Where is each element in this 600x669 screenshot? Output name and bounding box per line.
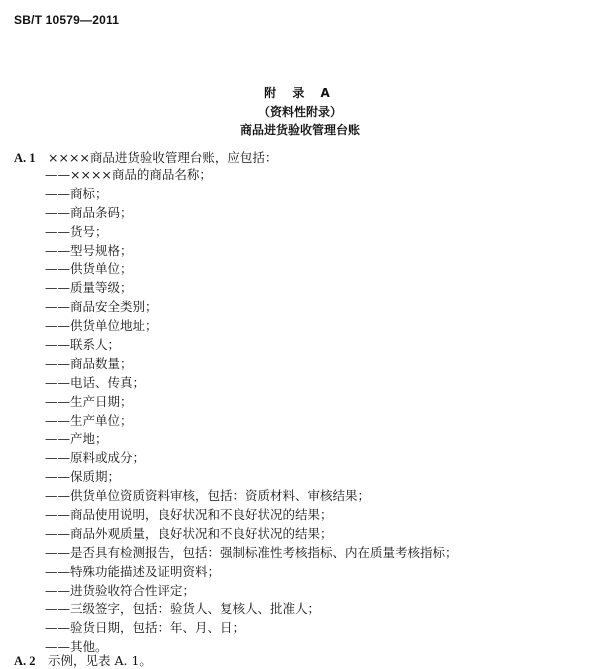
list-item: ——原料或成分；: [45, 450, 146, 466]
list-item: ——验货日期，包括：年、月、日；: [45, 620, 246, 636]
list-item: ——产地；: [45, 431, 108, 447]
clause-a1-number: A. 1: [14, 151, 36, 165]
clause-a2-number: A. 2: [14, 654, 36, 668]
list-item: ——保质期；: [45, 469, 121, 485]
list-item: ——是否具有检测报告，包括：强制标准性考核指标、内在质量考核指标；: [45, 544, 458, 560]
standard-code: SB/T 10579—2011: [14, 13, 120, 27]
list-item: ——供货单位资质资料审核，包括：资质材料、审核结果；: [45, 488, 371, 504]
list-item: ——质量等级；: [45, 280, 133, 296]
list-item: ——特殊功能描述及证明资料；: [45, 563, 221, 579]
list-item: ——商标；: [45, 185, 108, 201]
list-item: ——供货单位地址；: [45, 318, 158, 334]
clause-a2-text: 示例，见表 A. 1。: [48, 653, 152, 668]
list-item: ——型号规格；: [45, 242, 133, 258]
list-item: ——联系人；: [45, 337, 121, 353]
clause-a1: [14, 148, 277, 166]
appendix-title: 附 录 A: [264, 86, 336, 100]
clause-a2: [14, 651, 152, 669]
list-item: ——进货验收符合性评定；: [45, 582, 196, 598]
list-item: ——供货单位；: [45, 261, 133, 277]
list-item: ——电话、传真；: [45, 374, 146, 390]
list-item: ——生产日期；: [45, 393, 133, 409]
list-item: ——商品安全类别；: [45, 299, 158, 315]
list-item: ——××××商品的商品名称；: [45, 167, 212, 182]
ledger-item-list: [45, 166, 458, 657]
list-item: ——商品使用说明，良好状况和不良好状况的结果；: [45, 507, 333, 523]
list-item: ——商品条码；: [45, 204, 133, 220]
list-item: ——其他。: [45, 639, 108, 655]
appendix-nature: （资料性附录）: [257, 105, 342, 119]
list-item: ——货号；: [45, 223, 108, 239]
appendix-name: 商品进货验收管理台账: [239, 123, 360, 137]
list-item: ——商品外观质量，良好状况和不良好状况的结果；: [45, 525, 333, 541]
list-item: ——三级签字，包括：验货人、复核人、批准人；: [45, 601, 321, 617]
list-item: ——生产单位；: [45, 412, 133, 428]
list-item: ——商品数量；: [45, 355, 133, 371]
clause-a1-text: ××××商品进货验收管理台账，应包括：: [48, 150, 278, 165]
